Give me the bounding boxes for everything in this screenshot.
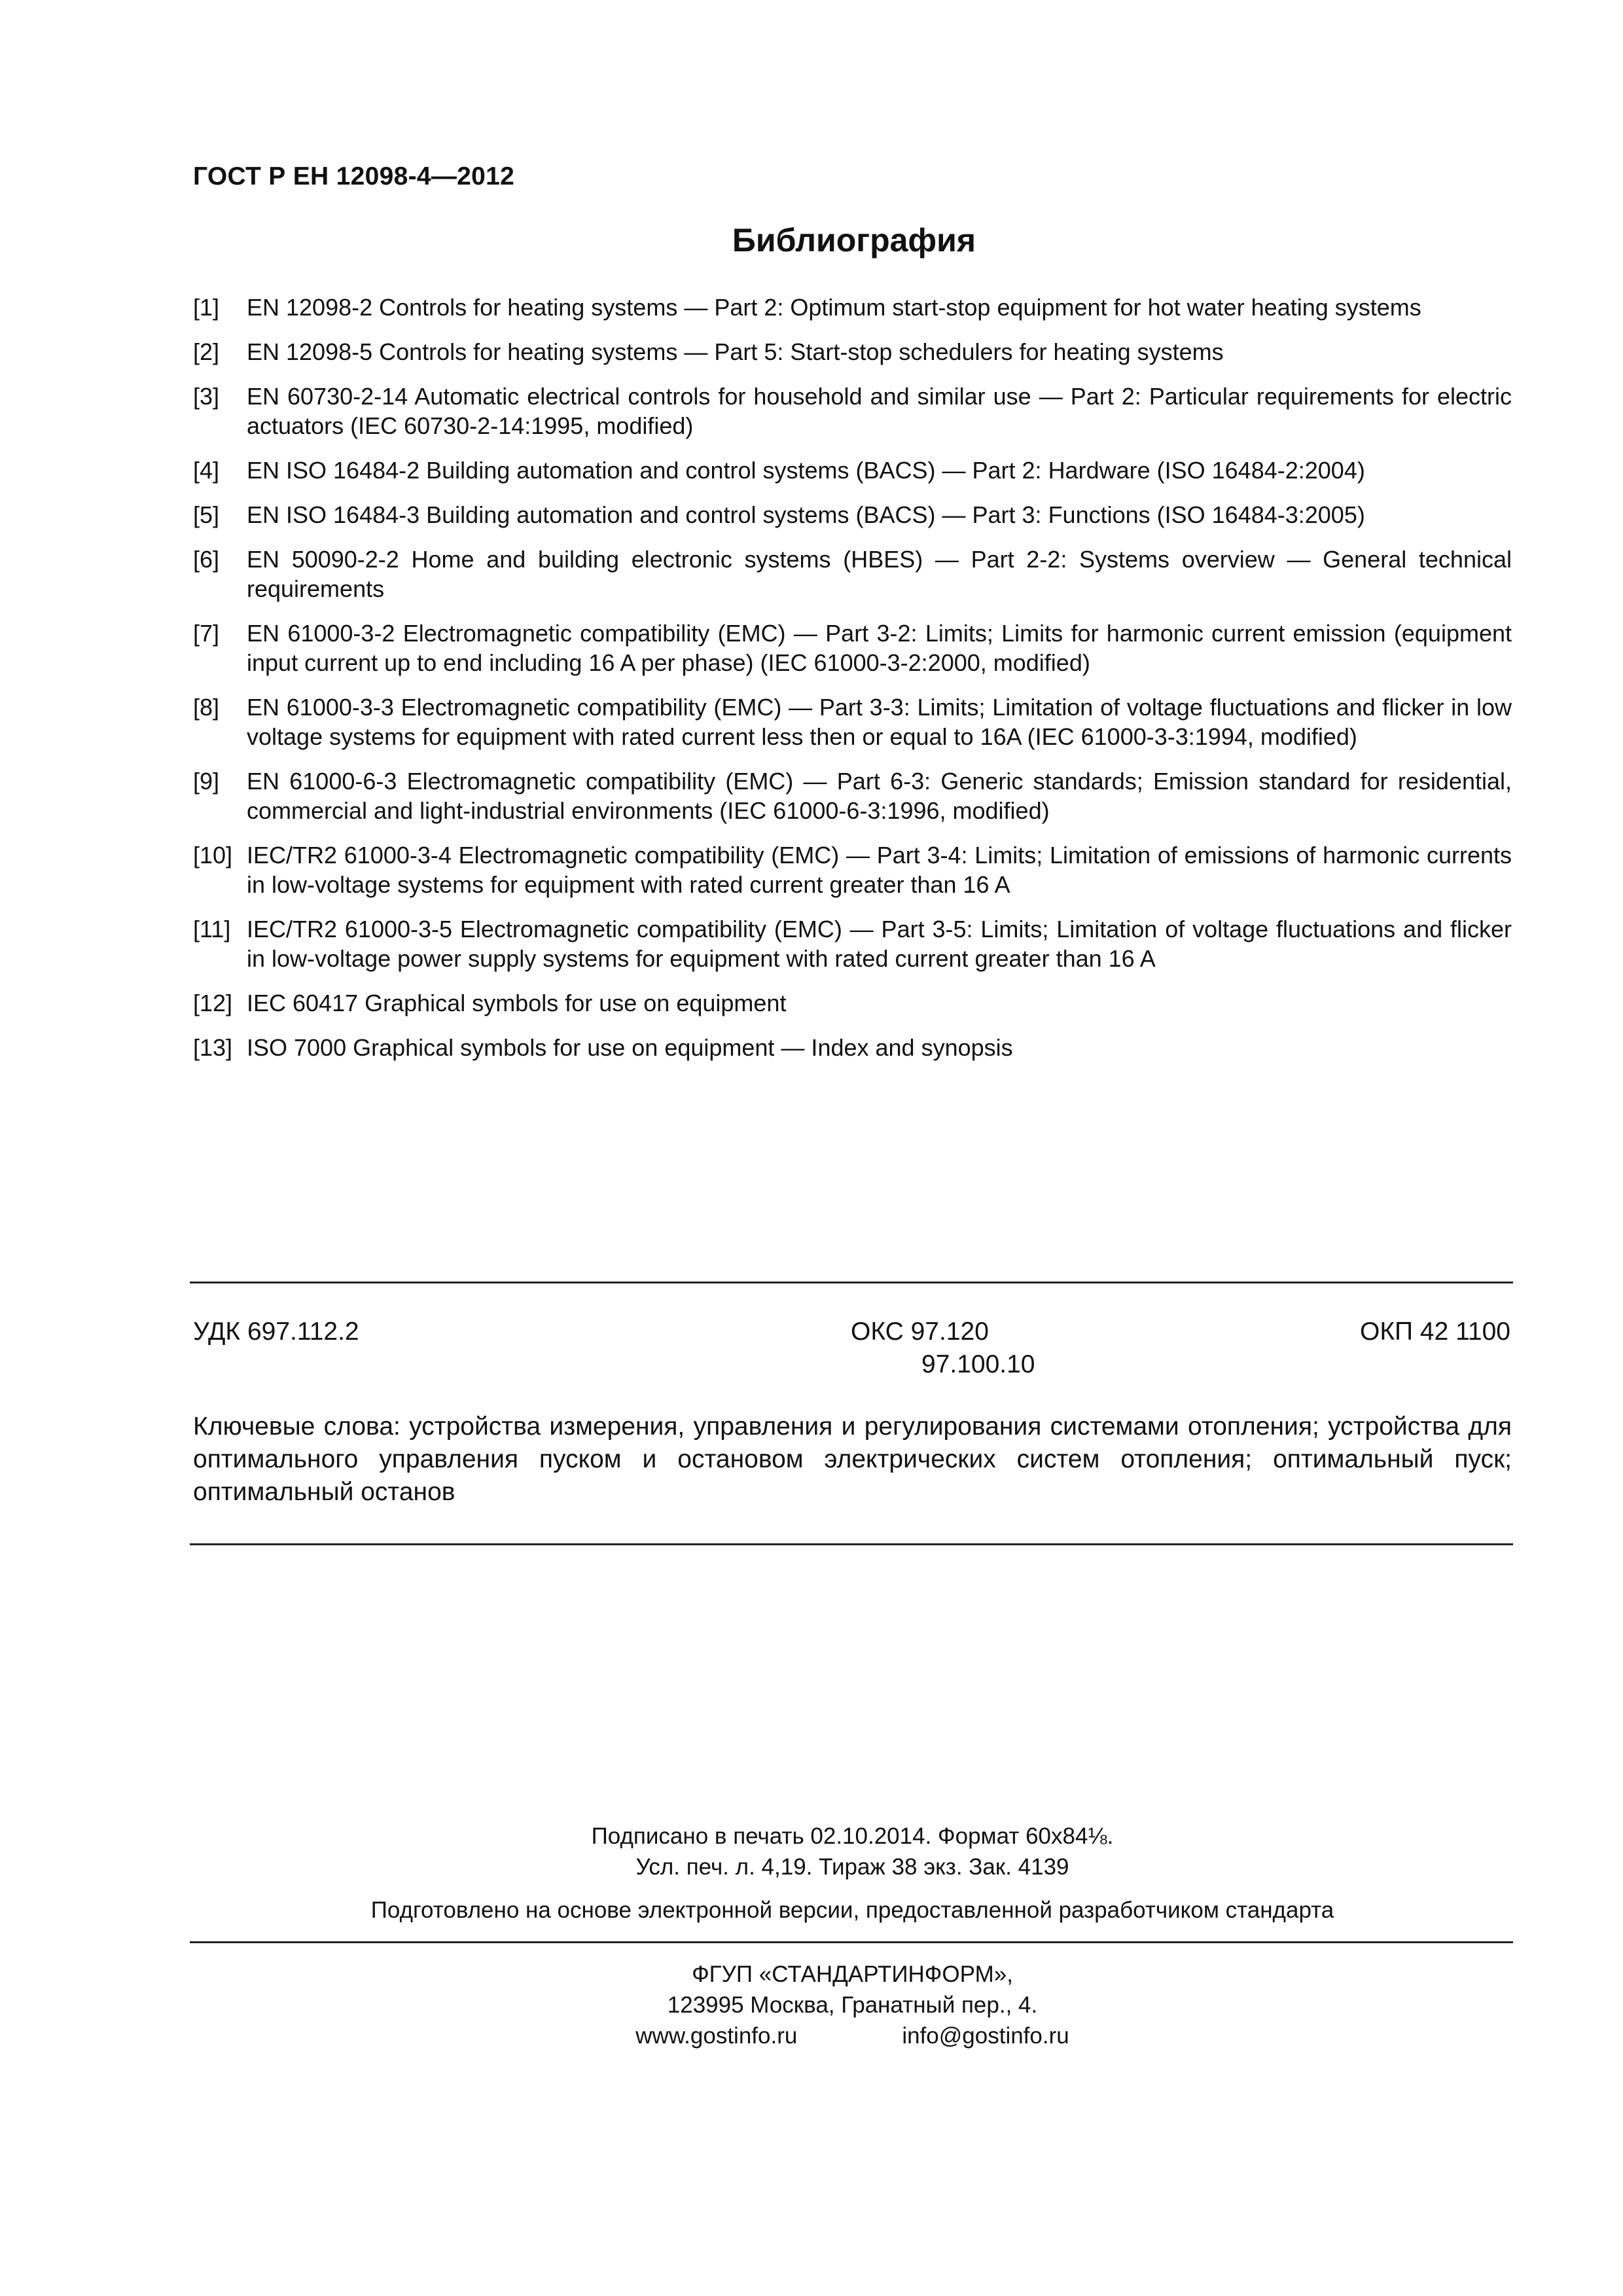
bibliography-entry <box>193 988 1512 1018</box>
reference-text: EN 12098-2 Controls for heating systems — Part 2: Optimum start-stop equipment for hot water heating systems <box>247 294 1421 321</box>
bibliography-entry <box>193 840 1512 899</box>
bibliography-entry <box>193 500 1512 529</box>
reference-number: [6] <box>193 546 220 573</box>
bibliography-list <box>193 293 1512 1077</box>
print-run-line: Усл. печ. л. 4,19. Тираж 38 экз. Зак. 4139 <box>635 1854 1069 1880</box>
bibliography-entry <box>193 456 1512 485</box>
reference-text: IEC/TR2 61000-3-4 Electromagnetic compatibility (EMC) — Part 3-4: Limits; Limitation of emissions of harmonic currents in low-voltage systems for equipment with rated current greater than 16 A <box>247 842 1512 898</box>
bibliography-entry <box>193 382 1512 440</box>
bibliography-entry <box>193 914 1512 973</box>
bibliography-title: Библиография <box>732 222 976 259</box>
publisher-block <box>193 1959 1512 2051</box>
classification-top-rule <box>190 1282 1513 1283</box>
reference-text: EN 60730-2-14 Automatic electrical controls for household and similar use — Part 2: Particular requirements for electric actuators (IEC 60730-2-14:1995, modified) <box>247 383 1512 439</box>
reference-number: [7] <box>193 620 220 647</box>
bibliography-entry <box>193 1033 1512 1062</box>
prepared-line: Подготовлено на основе электронной версии, предоставленной разработчиком стандарта <box>370 1897 1334 1923</box>
bibliography-entry <box>193 619 1512 677</box>
reference-number: [4] <box>193 457 220 484</box>
oks-code-line-2: 97.100.10 <box>921 1350 1035 1378</box>
keywords-bottom-rule <box>190 1543 1513 1545</box>
keywords-paragraph: Ключевые слова: устройства измерения, управления и регулирования системами отопления; устройства для оптимального управления пуском и остановом электрических систем отопления; оптимальный пуск; оптимальный останов <box>193 1412 1512 1506</box>
reference-number: [1] <box>193 294 220 321</box>
website-link[interactable]: www.gostinfo.ru <box>635 2023 798 2049</box>
reference-text: ISO 7000 Graphical symbols for use on equipment — Index and synopsis <box>247 1034 1013 1061</box>
prepared-note <box>193 1895 1512 1926</box>
reference-number: [5] <box>193 501 220 528</box>
publisher-top-rule <box>190 1941 1513 1943</box>
bibliography-entry <box>193 692 1512 751</box>
reference-text: EN 12098-5 Controls for heating systems — Part 5: Start-stop schedulers for heating systems <box>247 338 1224 365</box>
reference-text: IEC/TR2 61000-3-5 Electromagnetic compatibility (EMC) — Part 3-5: Limits; Limitation of voltage fluctuations and flicker in low-voltage power supply systems for equipment with rated current greater than 16 A <box>247 916 1512 972</box>
reference-text: IEC 60417 Graphical symbols for use on equipment <box>247 990 787 1016</box>
publisher-name: ФГУП «СТАНДАРТИНФОРМ», <box>692 1962 1013 1987</box>
reference-number: [9] <box>193 768 220 795</box>
reference-number: [10] <box>193 842 233 869</box>
signed-for-print-line: Подписано в печать 02.10.2014. Формат 60x84⅛. <box>591 1823 1114 1849</box>
reference-number: [8] <box>193 694 220 721</box>
standard-designation: ГОСТ Р ЕН 12098-4—2012 <box>193 162 515 190</box>
reference-text: EN ISO 16484-2 Building automation and control systems (BACS) — Part 2: Hardware (ISO 16484-2:2004) <box>247 457 1365 484</box>
reference-number: [3] <box>193 383 220 410</box>
okp-code: ОКП 42 1100 <box>1359 1318 1510 1346</box>
bibliography-entry <box>193 545 1512 603</box>
publisher-address: 123995 Москва, Гранатный пер., 4. <box>667 1992 1038 2018</box>
publisher-contacts <box>193 2020 1512 2051</box>
oks-code-line-1: ОКС 97.120 <box>851 1318 989 1346</box>
reference-text: EN 61000-6-3 Electromagnetic compatibility (EMC) — Part 6-3: Generic standards; Emission standard for residential, commercial and light-industrial environments (IEC 61000-6-3:1996, modified) <box>247 768 1512 824</box>
udk-code: УДК 697.112.2 <box>193 1318 359 1346</box>
bibliography-entry <box>193 337 1512 367</box>
reference-number: [2] <box>193 338 220 365</box>
bibliography-entry <box>193 293 1512 322</box>
email-link[interactable]: info@gostinfo.ru <box>902 2023 1069 2049</box>
reference-text: EN 61000-3-2 Electromagnetic compatibility (EMC) — Part 3-2: Limits; Limits for harmonic current emission (equipment input current up to end including 16 A per phase) (IEC 61000-3-2:2000, modified) <box>247 620 1512 676</box>
reference-text: EN 50090-2-2 Home and building electronic systems (HBES) — Part 2-2: Systems overview — General technical requirements <box>247 546 1512 602</box>
reference-number: [12] <box>193 990 233 1016</box>
reference-number: [11] <box>193 916 231 942</box>
reference-text: EN 61000-3-3 Electromagnetic compatibility (EMC) — Part 3-3: Limits; Limitation of voltage fluctuations and flicker in low voltage systems for equipment with rated current less then or equal to 16A (IEC 61000-3-3:1994, modified) <box>247 694 1512 750</box>
reference-number: [13] <box>193 1034 233 1061</box>
bibliography-entry <box>193 766 1512 825</box>
print-details <box>193 1821 1512 1882</box>
reference-text: EN ISO 16484-3 Building automation and control systems (BACS) — Part 3: Functions (ISO 16484-3:2005) <box>247 501 1365 528</box>
oks-code <box>851 1316 1060 1381</box>
